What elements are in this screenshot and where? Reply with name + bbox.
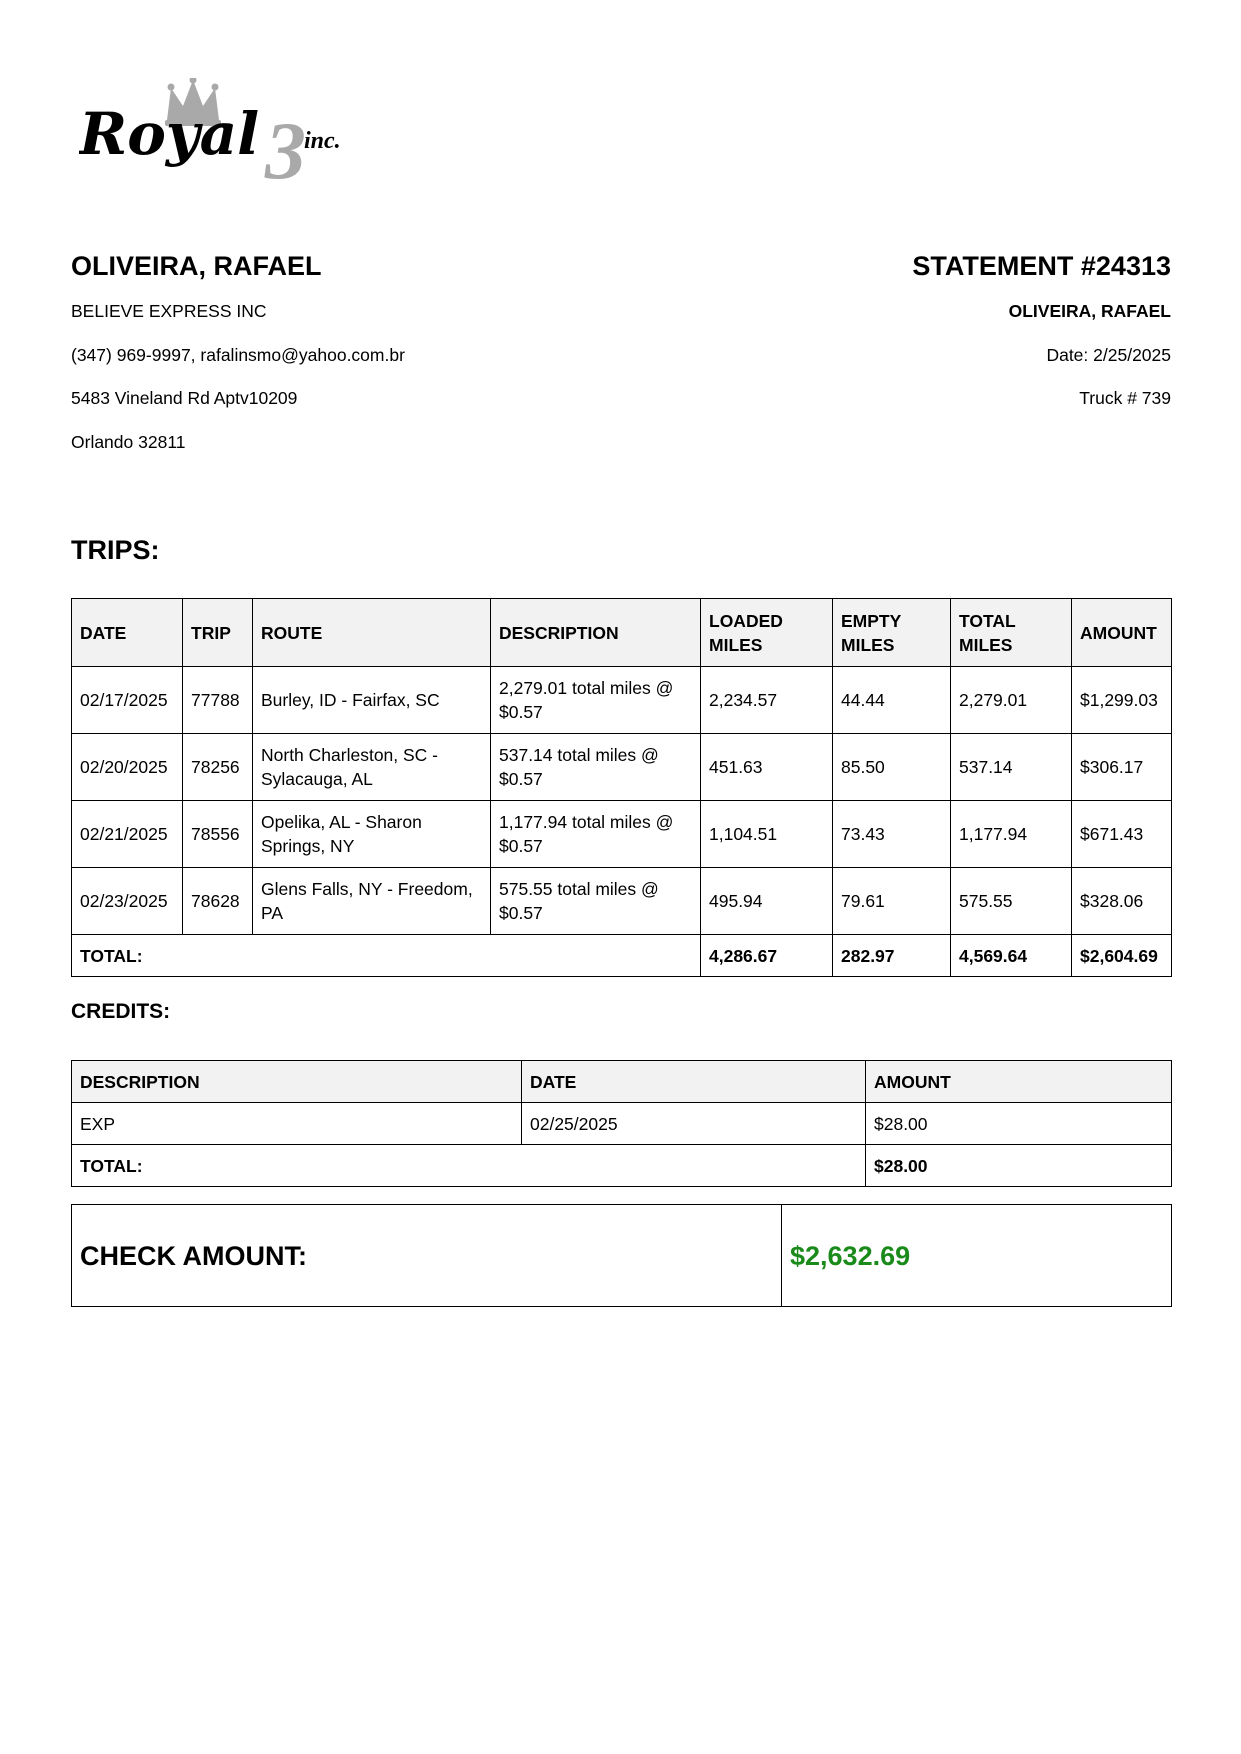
svg-text:inc.: inc. xyxy=(304,128,341,154)
trip-date: 02/20/2025 xyxy=(72,734,183,801)
trip-amount: $306.17 xyxy=(1072,734,1172,801)
trip-number: 78556 xyxy=(183,801,253,868)
header-route: ROUTE xyxy=(253,599,491,667)
svg-text:Royal: Royal xyxy=(79,100,260,168)
credits-header-date: DATE xyxy=(522,1061,866,1103)
svg-text:3: 3 xyxy=(265,105,306,190)
trip-description: 575.55 total miles @ $0.57 xyxy=(491,868,701,935)
trips-total-loaded-miles: 4,286.67 xyxy=(701,935,833,977)
table-row xyxy=(72,734,1172,801)
trips-total-label: TOTAL: xyxy=(72,935,701,977)
driver-name: OLIVEIRA, RAFAEL xyxy=(71,251,322,281)
header-trip: TRIP xyxy=(183,599,253,667)
check-amount-row xyxy=(72,1205,1172,1307)
header-loaded-miles: LOADED MILES xyxy=(701,599,833,667)
credit-description: EXP xyxy=(72,1103,522,1145)
trip-loaded-miles: 2,234.57 xyxy=(701,667,833,734)
statement-title: STATEMENT #24313 xyxy=(912,251,1171,281)
trip-empty-miles: 79.61 xyxy=(833,868,951,935)
check-amount-label: CHECK AMOUNT: xyxy=(72,1205,782,1307)
trip-description: 1,177.94 total miles @ $0.57 xyxy=(491,801,701,868)
driver-info xyxy=(71,248,631,474)
trip-date: 02/17/2025 xyxy=(72,667,183,734)
trips-total-empty-miles: 282.97 xyxy=(833,935,951,977)
check-amount-table xyxy=(71,1204,1172,1307)
credits-header-amount: AMOUNT xyxy=(866,1061,1172,1103)
trips-total-amount: $2,604.69 xyxy=(1072,935,1172,977)
credits-title: CREDITS: xyxy=(71,1000,171,1023)
statement-name: OLIVEIRA, RAFAEL xyxy=(1008,301,1171,321)
table-row xyxy=(72,868,1172,935)
trip-total-miles: 575.55 xyxy=(951,868,1072,935)
credits-total-row xyxy=(72,1145,1172,1187)
driver-contact: (347) 969-9997, rafalinsmo@yahoo.com.br xyxy=(71,344,405,365)
statement-info xyxy=(651,248,1171,431)
trip-date: 02/21/2025 xyxy=(72,801,183,868)
trips-header-row xyxy=(72,599,1172,667)
trips-title: TRIPS: xyxy=(71,535,160,565)
trip-description: 2,279.01 total miles @ $0.57 xyxy=(491,667,701,734)
driver-company: BELIEVE EXPRESS INC xyxy=(71,301,267,321)
credit-date: 02/25/2025 xyxy=(522,1103,866,1145)
trips-table xyxy=(71,598,1172,977)
credits-header-row xyxy=(72,1061,1172,1103)
company-logo xyxy=(79,78,389,190)
trip-total-miles: 2,279.01 xyxy=(951,667,1072,734)
driver-address-line1: 5483 Vineland Rd Aptv10209 xyxy=(71,388,298,408)
trip-route: Opelika, AL - Sharon Springs, NY xyxy=(253,801,491,868)
driver-address-line2: Orlando 32811 xyxy=(71,431,186,452)
trip-route: Burley, ID - Fairfax, SC xyxy=(253,667,491,734)
header-date: DATE xyxy=(72,599,183,667)
credits-header-description: DESCRIPTION xyxy=(72,1061,522,1103)
trip-total-miles: 1,177.94 xyxy=(951,801,1072,868)
table-row xyxy=(72,667,1172,734)
trip-number: 78256 xyxy=(183,734,253,801)
trip-route: Glens Falls, NY - Freedom, PA xyxy=(253,868,491,935)
header-description: DESCRIPTION xyxy=(491,599,701,667)
trip-date: 02/23/2025 xyxy=(72,868,183,935)
header-empty-miles: EMPTY MILES xyxy=(833,599,951,667)
trips-total-row xyxy=(72,935,1172,977)
table-row xyxy=(72,1103,1172,1145)
trip-amount: $671.43 xyxy=(1072,801,1172,868)
statement-truck: Truck # 739 xyxy=(1079,388,1171,408)
credits-table xyxy=(71,1060,1172,1187)
trip-empty-miles: 85.50 xyxy=(833,734,951,801)
header-total-miles: TOTAL MILES xyxy=(951,599,1072,667)
trip-loaded-miles: 451.63 xyxy=(701,734,833,801)
trip-number: 78628 xyxy=(183,868,253,935)
table-row xyxy=(72,801,1172,868)
credits-total-amount: $28.00 xyxy=(866,1145,1172,1187)
credits-total-label: TOTAL: xyxy=(72,1145,866,1187)
trip-amount: $328.06 xyxy=(1072,868,1172,935)
trip-route: North Charleston, SC - Sylacauga, AL xyxy=(253,734,491,801)
trip-loaded-miles: 495.94 xyxy=(701,868,833,935)
trip-empty-miles: 44.44 xyxy=(833,667,951,734)
trip-loaded-miles: 1,104.51 xyxy=(701,801,833,868)
check-amount-value: $2,632.69 xyxy=(782,1205,1172,1307)
trip-amount: $1,299.03 xyxy=(1072,667,1172,734)
trip-number: 77788 xyxy=(183,667,253,734)
credit-amount: $28.00 xyxy=(866,1103,1172,1145)
statement-date: Date: 2/25/2025 xyxy=(1046,344,1171,365)
trip-description: 537.14 total miles @ $0.57 xyxy=(491,734,701,801)
trip-empty-miles: 73.43 xyxy=(833,801,951,868)
trips-total-total-miles: 4,569.64 xyxy=(951,935,1072,977)
header-amount: AMOUNT xyxy=(1072,599,1172,667)
trip-total-miles: 537.14 xyxy=(951,734,1072,801)
